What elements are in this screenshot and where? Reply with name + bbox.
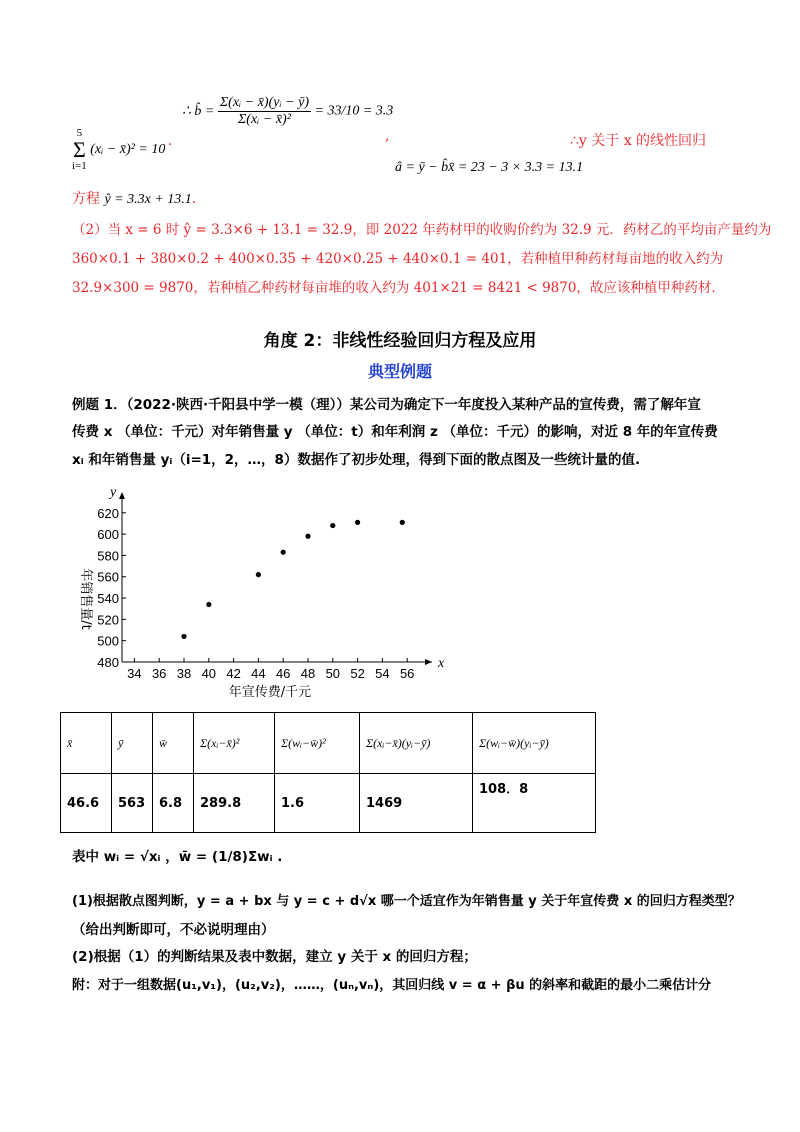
table-header-cell: Σ(xᵢ−x̄)²: [194, 713, 275, 774]
x-tick-label: 48: [300, 666, 316, 681]
table-header-cell: w̄: [153, 713, 194, 774]
data-point: [330, 523, 335, 528]
equation-label: 方程: [72, 191, 100, 207]
y-tick-label: 600: [97, 527, 119, 543]
x-tick-label: 38: [176, 666, 192, 681]
comma-1: ,: [385, 128, 390, 144]
table-header-cell: Σ(wᵢ−w̄)(yᵢ−ȳ): [473, 713, 596, 774]
x-tick-label: 36: [151, 666, 167, 681]
x-tick-label: 52: [350, 666, 365, 681]
question-1: (1)根据散点图判断，y = a + bx 与 y = c + d√x 哪一个适宜作为年销售量 y 关于年宣传费 x 的回归方程类型？: [72, 894, 741, 909]
data-point: [256, 572, 261, 577]
table-row: [61, 774, 596, 833]
table-header-cell: ȳ: [112, 713, 153, 774]
table-header-cell: Σ(wᵢ−w̄)²: [275, 713, 360, 774]
table-header-cell: x̄: [61, 713, 112, 774]
regression-equation-line: 方程 ŷ = 3.3x + 13.1.: [72, 191, 197, 207]
y-tick-label: 480: [97, 655, 119, 670]
y-tick-label: 520: [97, 612, 119, 628]
subsection-title: 典型例题: [367, 362, 432, 381]
x-axis-arrow-icon: [425, 659, 432, 665]
x-axis-symbol: x: [438, 656, 445, 671]
y-tick-label: 580: [97, 548, 119, 564]
part2-line1: （2）当 x = 6 时 ŷ = 3.3×6 + 13.1 = 32.9，即 2022 年药材甲的收购价约为 32.9 元．药材乙的平均亩产量约为: [72, 222, 772, 238]
b-hat-fraction: [218, 95, 311, 128]
y-tick-label: 540: [97, 591, 119, 607]
x-tick-label: 56: [399, 666, 415, 681]
table-cell: 108．8: [473, 774, 596, 833]
data-point: [355, 520, 360, 525]
table-header-row: [61, 713, 596, 774]
y-tick-label: 500: [97, 633, 119, 649]
b-hat-numerator: Σ(xᵢ − x̄)(yᵢ − ȳ): [219, 95, 310, 110]
b-hat-formula: [182, 95, 393, 128]
x-axis-label: 年宣传费/千元: [228, 685, 312, 700]
table-cell: 1469: [360, 774, 473, 833]
appendix: 附：对于一组数据(u₁,v₁)，(u₂,v₂)，……，(uₙ,vₙ)，其回归线 v = α + βu 的斜率和截距的最小二乘估计分: [72, 978, 712, 993]
question-1-note: （给出判断即可，不必说明理由）: [72, 922, 275, 938]
x-tick-label: 54: [375, 666, 390, 681]
a-hat-formula: â = ȳ − b̂x̄ = 23 − 3 × 3.3 = 13.1: [395, 160, 584, 175]
y-tick-label: 560: [97, 569, 119, 585]
x-tick-label: 50: [325, 666, 341, 681]
data-point: [181, 634, 186, 639]
therefore-text: ∴y 关于 x 的线性回归: [570, 133, 707, 149]
table-cell: 6.8: [153, 774, 194, 833]
b-hat-denominator: Σ(xᵢ − x̄)²: [237, 112, 291, 127]
table-header-cell: Σ(xᵢ−x̄)(yᵢ−ȳ): [360, 713, 473, 774]
table-cell: 46.6: [61, 774, 112, 833]
x-tick-label: 40: [201, 666, 217, 681]
x-tick-label: 34: [127, 666, 142, 681]
y-axis-label: 年销售量/t: [78, 568, 93, 630]
example-line3: xᵢ 和年销售量 yᵢ（i=1，2，…，8）数据作了初步处理，得到下面的散点图及一些统计量的值.: [72, 452, 641, 468]
dot-separator: .: [168, 133, 173, 149]
data-point: [400, 520, 405, 525]
table-cell: 1.6: [275, 774, 360, 833]
b-hat-result: = 33/10 = 3.3: [314, 103, 394, 119]
sum-x-squared: 5 Σ i=1 (xᵢ − x̄)² = 10: [72, 127, 166, 172]
table-cell: 563: [112, 774, 153, 833]
data-point: [305, 534, 310, 539]
y-axis-symbol: y: [110, 485, 117, 500]
b-hat-prefix: ∴ b̂ =: [182, 104, 215, 119]
table-cell: 289.8: [194, 774, 275, 833]
equation-value: ŷ = 3.3x + 13.1: [104, 192, 192, 207]
x-tick-label: 42: [226, 666, 241, 681]
data-point: [206, 602, 211, 607]
x-tick-label: 46: [275, 666, 291, 681]
table-note: 表中 wᵢ = √xᵢ ，w̄ = (1/8)Σwᵢ .: [72, 849, 283, 865]
y-axis-arrow-icon: [119, 492, 125, 499]
x-tick-label: 44: [251, 666, 266, 681]
example-line1: 例题 1．（2022·陕西·千阳县中学一模（理））某公司为确定下一年度投入某种产品的宣传费，需了解年宣: [72, 397, 701, 413]
y-tick-label: 620: [97, 505, 119, 521]
example-line2: 传费 x （单位：千元）对年销售量 y （单位：t）和年利润 z （单位：千元）的影响，对近 8 年的年宣传费: [72, 424, 718, 440]
part2-line2: 360×0.1 + 380×0.2 + 400×0.35 + 420×0.25 + 440×0.1 = 401，若种植甲种药材每亩地的收入约为: [72, 251, 724, 267]
scatter-chart: [60, 478, 460, 700]
part2-line3: 32.9×300 = 9870，若种植乙种药材每亩堆的收入约为 401×21 = 8421 < 9870，故应该种植甲种药材．: [72, 280, 725, 296]
data-point: [281, 550, 286, 555]
section-title: 角度 2：非线性经验回归方程及应用: [263, 331, 537, 351]
sum-x-squared-text: (xᵢ − x̄)² = 10: [90, 142, 166, 158]
statistics-table: [60, 712, 596, 833]
question-2: (2)根据（1）的判断结果及表中数据，建立 y 关于 x 的回归方程；: [72, 949, 477, 965]
